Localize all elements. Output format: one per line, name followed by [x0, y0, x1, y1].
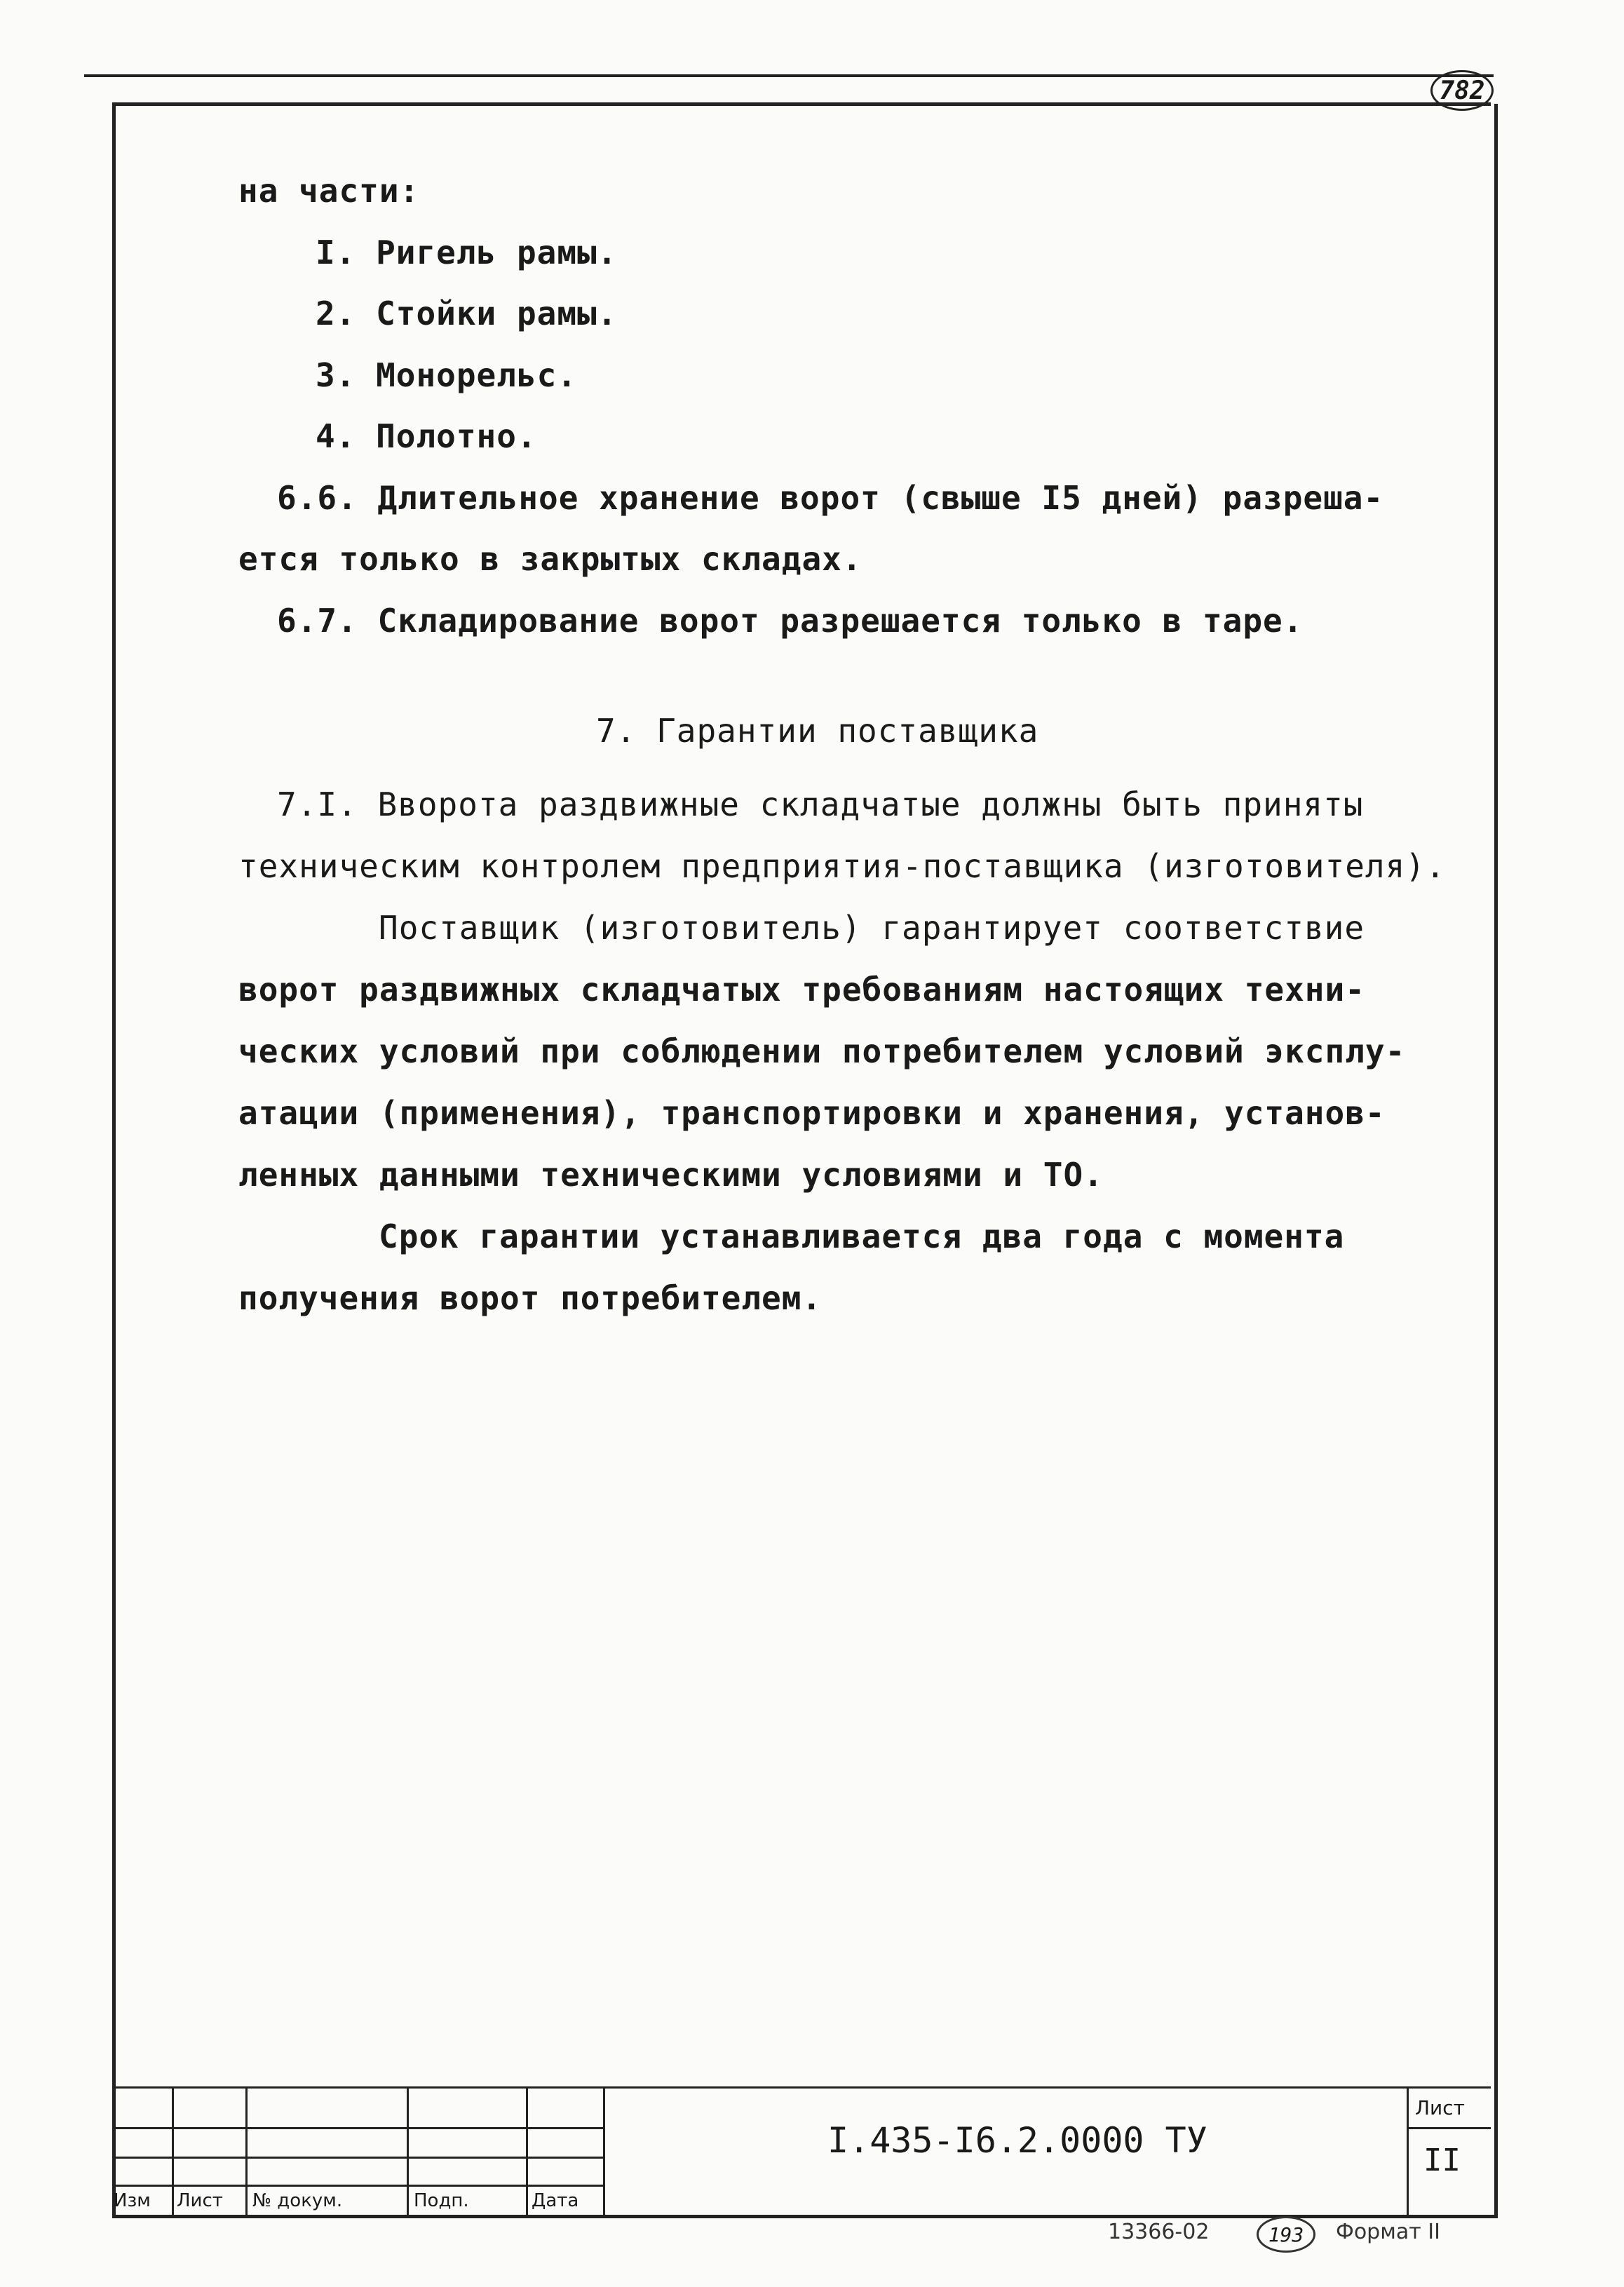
list-item: 4. Полотно.: [316, 417, 537, 455]
text-line: Поставщик (изготовитель) гарантирует соответствие: [379, 909, 1365, 947]
text-line: ленных данными техническими условиями и ТО.: [238, 1156, 1104, 1194]
text-line: 6.6. Длительное хранение ворот (свыше I5 дней) разреша-: [277, 479, 1384, 517]
text-line: атации (применения), транспортировки и хранения, установ-: [238, 1094, 1386, 1132]
header-sign: Подп.: [414, 2190, 469, 2211]
inventory-number: 13366-02: [1108, 2220, 1210, 2244]
header-list: Лист: [177, 2190, 223, 2211]
section-heading: 7. Гарантии поставщика: [596, 712, 1039, 750]
text-line: техническим контролем предприятия-поставщика (изготовителя).: [238, 847, 1446, 885]
circled-number: 193: [1257, 2216, 1315, 2253]
text-line: ется только в закрытых складах.: [238, 540, 862, 578]
list-item: I. Ригель рамы.: [316, 234, 618, 271]
text-line: Срок гарантии устанавливается два года с момента: [379, 1217, 1345, 1255]
sheet-mark: 782: [1430, 70, 1494, 111]
top-rule: [84, 74, 1494, 77]
list-item: 3. Монорельс.: [316, 356, 578, 394]
text-line: 7.I. Вворота раздвижные складчатые должны быть приняты: [277, 785, 1364, 823]
title-block: [112, 2086, 1491, 2215]
text-line: получения ворот потребителем.: [238, 1279, 823, 1317]
text-line: ческих условий при соблюдении потребителем условий эксплу-: [238, 1032, 1406, 1070]
sheet-value: II: [1423, 2143, 1461, 2178]
text-line: ворот раздвижных складчатых требованиям настоящих техни-: [238, 971, 1365, 1008]
header-doc: № докум.: [252, 2190, 343, 2211]
sheet-label: Лист: [1415, 2096, 1465, 2119]
header-date: Дата: [532, 2190, 579, 2211]
text-line: 6.7. Складирование ворот разрешается только в таре.: [277, 602, 1304, 640]
text-line: на части:: [238, 172, 420, 210]
list-item: 2. Стойки рамы.: [316, 295, 618, 332]
format-label: Формат II: [1336, 2220, 1440, 2244]
header-izm: Изм: [114, 2190, 151, 2211]
document-number: I.435-I6.2.0000 ТУ: [827, 2120, 1207, 2161]
